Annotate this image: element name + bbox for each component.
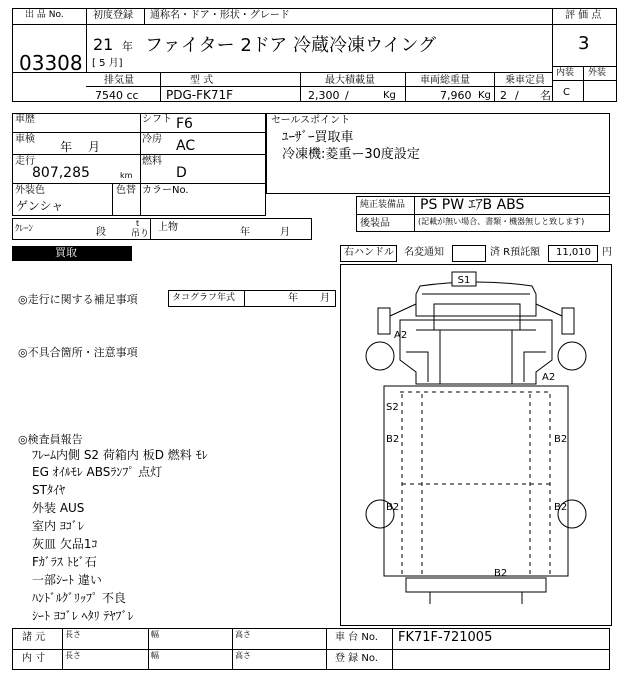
rhd: 右ハンドル [344,247,394,258]
inspector-line: EG ｵｲﾙﾓﾚ ABSﾗﾝﾌﾟ 点灯 [32,465,163,479]
mark-b2-lower: B2 [386,502,400,513]
color-no-label: カラーNo. [142,185,189,196]
exterior-color-label: 外装色 [15,185,45,196]
recycle-unit: 円 [602,247,612,258]
lift-year-unit: 年 [240,227,250,238]
rating: 3 [578,33,590,54]
history-label: 車歴 [15,114,35,125]
max-load: 2,300 [308,89,340,102]
mark-b2-rear: B2 [494,568,508,579]
interior-dims-label: 内 寸 [22,653,46,664]
lift-label: 上物 [158,222,178,233]
recycle-amount: 11,010 [556,247,591,258]
mark-a2-right: A2 [542,372,556,383]
crane-hoist-unit: 吊り [131,229,150,239]
standard-equipment: PS PW ｴｱB ABS [420,197,525,213]
lot-no-label: 出 品 No. [25,10,64,20]
first-reg-label: 初度登録 [93,10,133,21]
inspector-line: STﾀｲﾔ [32,483,65,497]
height-label: 高さ [235,630,251,639]
mileage-unit: km [120,171,133,180]
mileage: 807,285 [32,165,90,181]
displacement: 7540 cc [95,89,139,102]
tachograph-year-unit: 年 [288,293,298,304]
lot-no: 03308 [19,51,83,75]
inspector-line: 灰皿 欠品1ｺ [32,537,98,551]
max-load-unit: Kg [383,90,396,101]
inspection-month-unit: 月 [88,140,101,154]
driving-remarks-label: ◎走行に関する補足事項 [18,293,138,306]
tachograph-month-unit: 月 [320,293,330,304]
inspector-label: ◎検査員報告 [18,433,83,446]
gross-weight-unit: Kg [478,90,491,101]
inspector-line: 一部ｼｰﾄ 違い [32,573,102,587]
ac: AC [176,138,196,154]
crane-ton-unit: t [136,219,140,228]
mark-b2-upper: B2 [386,434,400,445]
length-label: 長さ [65,630,81,639]
interior-grade: C [563,87,570,98]
inspector-line: ﾊﾝﾄﾞﾙｸﾞﾘｯﾌﾟ 不良 [32,591,126,605]
capacity-unit: 名 [540,89,551,102]
crane-label: ｸﾚｰﾝ [15,224,34,234]
buyout-text: 買取 [55,246,77,259]
inspector-line: ﾌﾚｰﾑ内側 S2 荷箱内 板D 燃料 ﾓﾚ [32,448,208,462]
interior-label: 内装 [556,68,575,78]
mark-a2-left: A2 [394,330,408,341]
gross-weight-label: 車両総重量 [420,75,470,86]
mileage-label: 走行 [15,156,35,167]
aftermarket-note: (記載が無い場合、書類・機器無しと致します) [418,217,585,226]
exterior-color: ゲンシャ [16,199,64,213]
exterior-label: 外装 [588,68,607,78]
chassis-no: FK71F-721005 [398,630,493,645]
rating-label: 評 価 点 [565,10,602,21]
sales-point-label: セールスポイント [271,115,351,126]
sales-point-1: ﾕｰｻﾞｰ買取車 [282,130,354,145]
buyout-badge [12,246,132,261]
reg-label: 登 録 No. [335,653,378,664]
inspector-line: 室内 ﾖｺﾞﾚ [32,519,84,533]
inspector-line: Fｶﾞﾗｽ ﾄﾋﾞ石 [32,555,97,569]
defects-label: ◎不具合箇所・注意事項 [18,346,138,359]
capacity-label: 乗車定員 [505,75,545,86]
standard-equipment-label: 純正装備品 [360,200,406,210]
interior-width-label: 幅 [151,651,159,660]
capacity: 2 [500,89,507,102]
max-load-label: 最大積載量 [325,75,375,86]
gross-weight: 7,960 [440,89,472,102]
inspector-line: 外装 AUS [32,501,85,515]
inspection-label: 車検 [15,134,35,145]
shift-label: シフト [142,114,172,125]
aftermarket-label: 後装品 [360,218,390,229]
model-label: 型 式 [190,75,214,86]
auction-sheet: 出 品 No. 03308 初度登録 通称名・ドア・形状・グレード 21 年 [ 5 月] ファイター 2ドア 冷蔵冷凍ウイング 評 価 点 3 内装 外装 C 排気量 型 式 最大積載量 車両総重量 乗車定員 7540 cc PDG-FK71F 2,300 / Kg 7,960 Kg 2 / 名 車歴 シフト F6 車検 年 月 冷房 AC 走行 807,285 km 燃料 D 外装色 ゲンシャ 色替 カラーNo. セールスポイント ﾕｰｻﾞｰ買取車 冷凍機:菱重ー30度設定 純正装備品 PS PW ｴｱB ABS 後装品 (記載が無い場合、書類・機器無しと致します) ｸﾚｰﾝ 段 t 吊り 上物 年 月 買取 右ハンドル 名変通知 済 R預託額 11,010 円 ◎走行に関する補足事項 タコグラフ年式 年 月 ◎不具合箇所・注意事項 ◎検査員報告 ﾌﾚｰﾑ内側 S2 荷箱内 板D 燃料 ﾓﾚ EG ｵｲﾙﾓﾚ ABSﾗﾝﾌﾟ 点灯 STﾀｲﾔ 外装 AUS 室内 ﾖｺﾞﾚ 灰皿 欠品1ｺ Fｶﾞﾗｽ ﾄﾋﾞ石 一部ｼｰﾄ 違い ﾊﾝﾄﾞﾙｸﾞﾘｯﾌﾟ 不良 ｼｰﾄ ﾖｺﾞﾚ ﾍﾀﾘ ﾃﾔﾌﾞﾚ S1 A2 A2 S2 B2 B2 B2 B2 B2 諸 元 内 寸 長さ 長さ 幅 幅 高さ 高さ 車 台 No. FK71F-721005 登 録 No. [0,0,640,680]
mark-s1: S1 [457,275,471,286]
vehicle-name: ファイター 2ドア 冷蔵冷凍ウイング [145,35,437,56]
lift-month-unit: 月 [280,227,290,238]
first-reg-month: [ 5 月] [92,58,123,69]
inspection-year-unit: 年 [60,140,73,154]
inspector-line: ｼｰﾄ ﾖｺﾞﾚ ﾍﾀﾘ ﾃﾔﾌﾞﾚ [32,609,134,623]
interior-height-label: 高さ [235,651,251,660]
mark-s2: S2 [386,402,399,413]
mark-b2-right: B2 [554,434,568,445]
dims-label: 諸 元 [22,632,46,643]
recycle-label: 済 R預託額 [490,247,541,258]
vehicle-name-label: 通称名・ドア・形状・グレード [150,10,290,21]
displacement-label: 排気量 [104,75,134,86]
model: PDG-FK71F [166,88,234,102]
ac-label: 冷房 [142,134,162,145]
tachograph-label: タコグラフ年式 [172,293,236,303]
damage-diagram [340,264,612,626]
fuel: D [176,165,187,181]
first-reg-year: 21 [93,35,114,54]
interior-length-label: 長さ [65,651,81,660]
sales-point-2: 冷凍機:菱重ー30度設定 [282,147,420,162]
width-label: 幅 [151,630,159,639]
fuel-label: 燃料 [142,156,162,167]
name-change-label: 名変通知 [404,247,444,258]
chassis-label: 車 台 No. [335,632,378,643]
color-code-label: 色替 [116,185,136,196]
name-change-box [452,245,486,262]
crane-stage-unit: 段 [96,227,106,238]
mark-b2-lower-right: B2 [554,502,568,513]
shift: F6 [176,116,193,132]
year-unit: 年 [122,40,133,53]
